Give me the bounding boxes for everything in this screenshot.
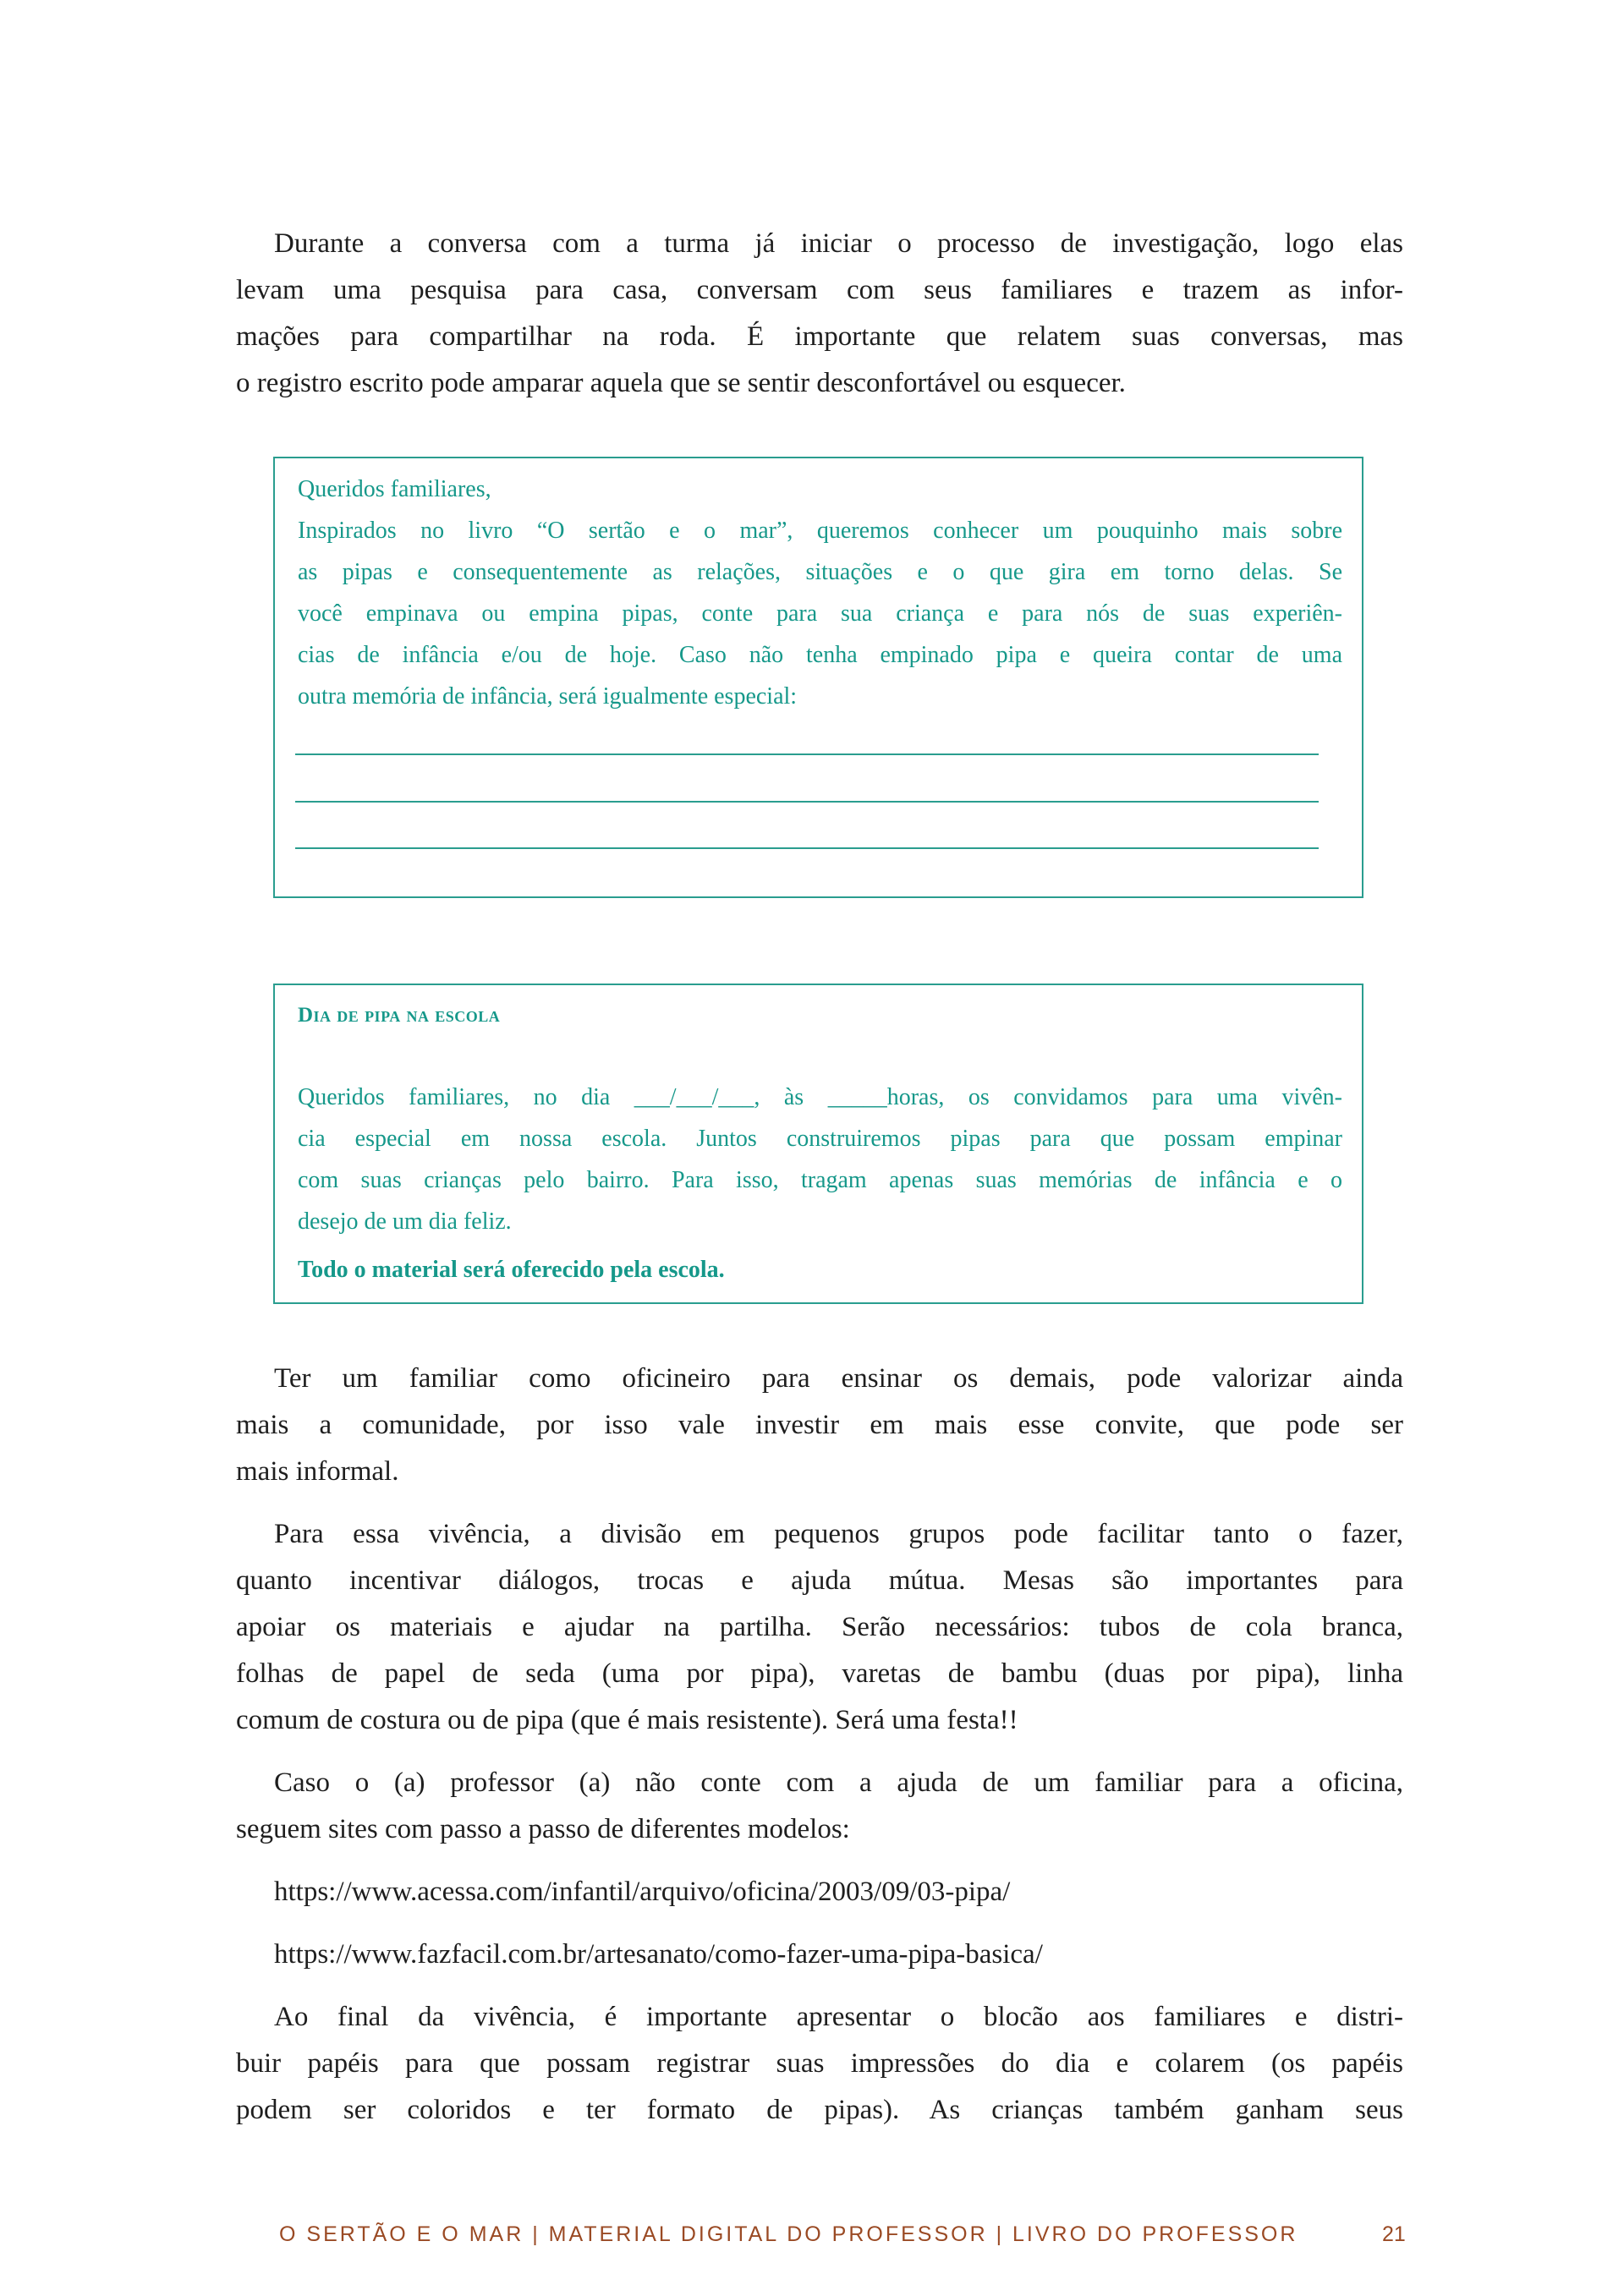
answer-line xyxy=(295,847,1319,849)
text-line: mais informal. xyxy=(236,1456,399,1487)
text-line: quanto incentivar diálogos, trocas e ajuda mútua. Mesas são importantes para xyxy=(236,1565,1403,1596)
invitation-title: Dia de pipa na escola xyxy=(298,1004,501,1027)
text-line: você empinava ou empina pipas, conte para sua criança e para nós de suas experiên- xyxy=(298,600,1342,627)
text-line: mais a comunidade, por isso vale investir em mais esse convite, que pode ser xyxy=(236,1410,1403,1440)
text-line: Caso o (a) professor (a) não conte com a ajuda de um familiar para a oficina, xyxy=(274,1767,1403,1798)
text-line: apoiar os materiais e ajudar na partilha. Serão necessários: tubos de cola branca, xyxy=(236,1612,1403,1642)
running-footer: O SERTÃO E O MAR | MATERIAL DIGITAL DO PROFESSOR | LIVRO DO PROFESSOR xyxy=(279,2222,1298,2246)
text-line: levam uma pesquisa para casa, conversam com seus familiares e trazem as infor- xyxy=(236,275,1403,305)
answer-line xyxy=(295,801,1319,803)
text-line: comum de costura ou de pipa (que é mais resistente). Será uma festa!! xyxy=(236,1705,1018,1735)
tutorial-link-fazfacil[interactable]: https://www.fazfacil.com.br/artesanato/como-fazer-uma-pipa-basica/ xyxy=(274,1939,1043,1970)
text-line: cias de infância e/ou de hoje. Caso não tenha empinado pipa e queira contar de uma xyxy=(298,642,1342,668)
page-number: 21 xyxy=(1382,2222,1406,2246)
text-line: seguem sites com passo a passo de diferentes modelos: xyxy=(236,1814,850,1844)
text-line: Durante a conversa com a turma já iniciar o processo de investigação, logo elas xyxy=(274,228,1403,259)
text-line: com suas crianças pelo bairro. Para isso, tragam apenas suas memórias de infância e o xyxy=(298,1167,1342,1193)
text-line: buir papéis para que possam registrar suas impressões do dia e colarem (os papéis xyxy=(236,2048,1403,2079)
text-line: cia especial em nossa escola. Juntos construiremos pipas para que possam empinar xyxy=(298,1126,1342,1152)
text-line: mações para compartilhar na roda. É importante que relatem suas conversas, mas xyxy=(236,321,1403,352)
tutorial-link-acessa[interactable]: https://www.acessa.com/infantil/arquivo/oficina/2003/09/03-pipa/ xyxy=(274,1877,1011,1907)
text-line: Ao final da vivência, é importante apresentar o blocão aos familiares e distri- xyxy=(274,2002,1403,2032)
text-line: Para essa vivência, a divisão em pequenos grupos pode facilitar tanto o fazer, xyxy=(274,1519,1403,1549)
text-line: Queridos familiares, no dia ___/___/___, às _____horas, os convidamos para uma vivên- xyxy=(298,1084,1342,1110)
invitation-bold-note: Todo o material será oferecido pela escola. xyxy=(298,1257,725,1283)
answer-line xyxy=(295,753,1319,755)
text-line: Ter um familiar como oficineiro para ensinar os demais, pode valorizar ainda xyxy=(274,1363,1403,1394)
text-line: Inspirados no livro “O sertão e o mar”, queremos conhecer um pouquinho mais sobre xyxy=(298,518,1342,544)
text-line: o registro escrito pode amparar aquela que se sentir desconfortável ou esquecer. xyxy=(236,368,1126,398)
text-line: as pipas e consequentemente as relações, situações e o que gira em torno delas. Se xyxy=(298,559,1342,585)
text-line: folhas de papel de seda (uma por pipa), varetas de bambu (duas por pipa), linha xyxy=(236,1658,1403,1689)
text-line: outra memória de infância, será igualmente especial: xyxy=(298,683,798,710)
letter-greeting: Queridos familiares, xyxy=(298,476,491,502)
text-line: podem ser coloridos e ter formato de pipas). As crianças também ganham seus xyxy=(236,2095,1403,2125)
text-line: desejo de um dia feliz. xyxy=(298,1208,512,1235)
